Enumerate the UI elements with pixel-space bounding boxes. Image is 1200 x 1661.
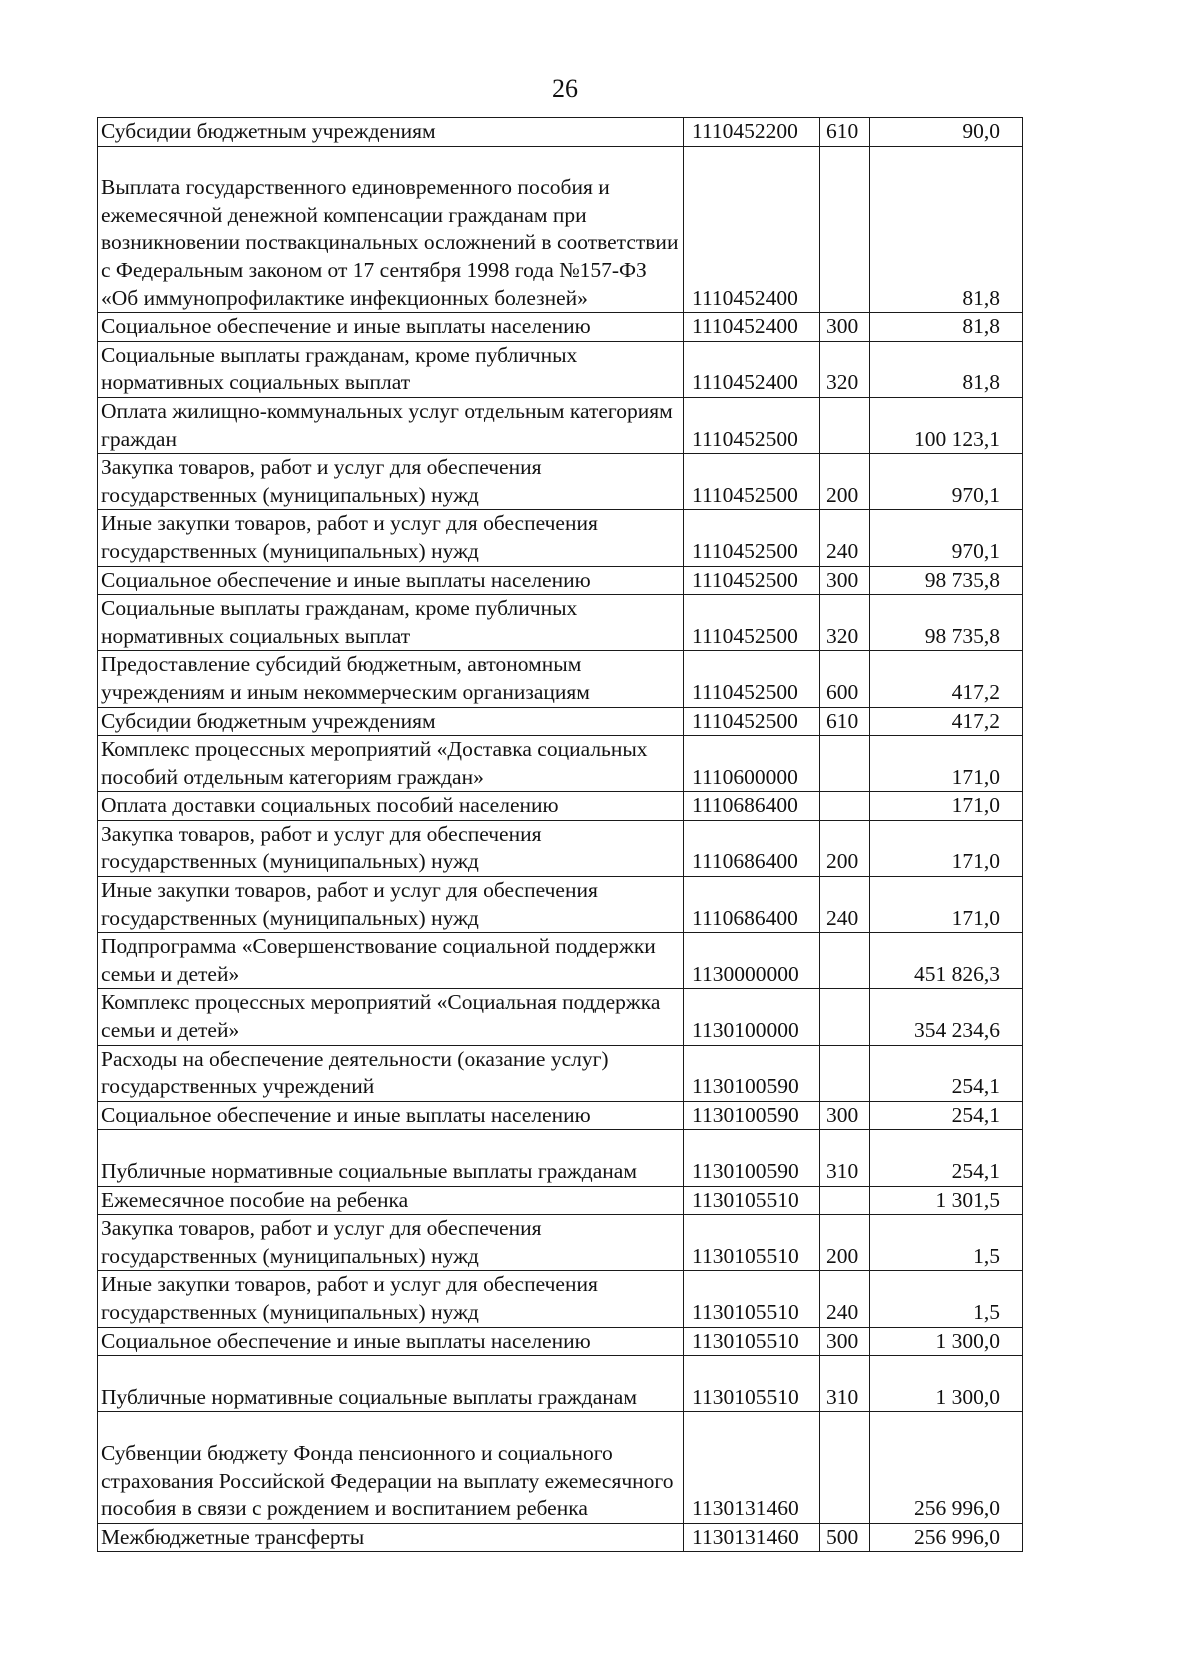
- row-amount-cell: 254,1: [870, 1045, 1023, 1101]
- row-amount-cell: 81,8: [870, 341, 1023, 397]
- row-code-cell: 1110452500: [684, 454, 820, 510]
- row-name-cell: Иные закупки товаров, работ и услуг для обеспечения государственных (муниципальных) нужд: [98, 877, 684, 933]
- row-name-cell: Субсидии бюджетным учреждениям: [98, 118, 684, 147]
- row-type-cell: 500: [820, 1523, 870, 1552]
- row-code-cell: 1110686400: [684, 877, 820, 933]
- table-row: [98, 397, 1023, 453]
- row-name-cell: Закупка товаров, работ и услуг для обеспечения государственных (муниципальных) нужд: [98, 1215, 684, 1271]
- table-row: [98, 1412, 1023, 1523]
- table-row: [98, 877, 1023, 933]
- row-code-cell: 1130105510: [684, 1327, 820, 1356]
- row-type-cell: [820, 989, 870, 1045]
- row-code-cell: 1110686400: [684, 792, 820, 821]
- row-type-cell: 240: [820, 1271, 870, 1327]
- table-row: [98, 1271, 1023, 1327]
- row-type-cell: [820, 1045, 870, 1101]
- row-name-cell: Комплекс процессных мероприятий «Доставка социальных пособий отдельным категориям граждан»: [98, 736, 684, 792]
- row-name-cell: Межбюджетные трансферты: [98, 1523, 684, 1552]
- row-type-cell: 310: [820, 1130, 870, 1186]
- row-code-cell: 1110452500: [684, 707, 820, 736]
- row-amount-cell: 1 300,0: [870, 1356, 1023, 1412]
- row-code-cell: 1110452500: [684, 651, 820, 707]
- row-amount-cell: 254,1: [870, 1101, 1023, 1130]
- row-code-cell: 1130105510: [684, 1356, 820, 1412]
- row-amount-cell: 451 826,3: [870, 933, 1023, 989]
- row-code-cell: 1130100590: [684, 1045, 820, 1101]
- row-code-cell: 1130105510: [684, 1215, 820, 1271]
- row-amount-cell: 100 123,1: [870, 397, 1023, 453]
- table-row: [98, 1327, 1023, 1356]
- row-code-cell: 1130100000: [684, 989, 820, 1045]
- row-code-cell: 1110452500: [684, 595, 820, 651]
- row-type-cell: 320: [820, 341, 870, 397]
- row-name-cell: Предоставление субсидий бюджетным, автономным учреждениям и иным некоммерческим организациям: [98, 651, 684, 707]
- row-code-cell: 1130131460: [684, 1412, 820, 1523]
- row-amount-cell: 171,0: [870, 820, 1023, 876]
- row-type-cell: 300: [820, 566, 870, 595]
- row-name-cell: Иные закупки товаров, работ и услуг для обеспечения государственных (муниципальных) нужд: [98, 510, 684, 566]
- row-code-cell: 1130105510: [684, 1186, 820, 1215]
- row-amount-cell: 81,8: [870, 146, 1023, 313]
- row-name-cell: Оплата жилищно-коммунальных услуг отдельным категориям граждан: [98, 397, 684, 453]
- table-row: [98, 595, 1023, 651]
- row-amount-cell: 171,0: [870, 736, 1023, 792]
- row-amount-cell: 171,0: [870, 792, 1023, 821]
- row-name-cell: Публичные нормативные социальные выплаты гражданам: [98, 1356, 684, 1412]
- row-amount-cell: 90,0: [870, 118, 1023, 147]
- row-name-cell: Субвенции бюджету Фонда пенсионного и социального страхования Российской Федерации на выплату ежемесячного пособия в связи с рождением и воспитанием ребенка: [98, 1412, 684, 1523]
- row-amount-cell: 970,1: [870, 510, 1023, 566]
- row-type-cell: [820, 397, 870, 453]
- table-row: [98, 1130, 1023, 1186]
- row-name-cell: Расходы на обеспечение деятельности (оказание услуг) государственных учреждений: [98, 1045, 684, 1101]
- table-row: [98, 313, 1023, 342]
- table-row: [98, 933, 1023, 989]
- row-code-cell: 1110452400: [684, 341, 820, 397]
- budget-table: [97, 117, 1023, 1552]
- row-code-cell: 1130000000: [684, 933, 820, 989]
- row-code-cell: 1130105510: [684, 1271, 820, 1327]
- row-type-cell: 240: [820, 510, 870, 566]
- row-amount-cell: 1,5: [870, 1215, 1023, 1271]
- row-type-cell: 320: [820, 595, 870, 651]
- table-row: [98, 736, 1023, 792]
- table-row: [98, 820, 1023, 876]
- row-name-cell: Публичные нормативные социальные выплаты гражданам: [98, 1130, 684, 1186]
- row-name-cell: Социальные выплаты гражданам, кроме публичных нормативных социальных выплат: [98, 595, 684, 651]
- table-row: [98, 651, 1023, 707]
- row-name-cell: Комплекс процессных мероприятий «Социальная поддержка семьи и детей»: [98, 989, 684, 1045]
- row-name-cell: Выплата государственного единовременного пособия и ежемесячной денежной компенсации гражданам при возникновении поствакцинальных осложнений в соответствии с Федеральным законом от 17 сентября 1998 года №157-ФЗ «Об иммунопрофилактике инфекционных болезней»: [98, 146, 684, 313]
- row-code-cell: 1110452400: [684, 313, 820, 342]
- row-type-cell: 200: [820, 454, 870, 510]
- row-amount-cell: 970,1: [870, 454, 1023, 510]
- row-amount-cell: 171,0: [870, 877, 1023, 933]
- row-amount-cell: 417,2: [870, 651, 1023, 707]
- row-code-cell: 1110452500: [684, 397, 820, 453]
- table-row: [98, 989, 1023, 1045]
- row-name-cell: Закупка товаров, работ и услуг для обеспечения государственных (муниципальных) нужд: [98, 820, 684, 876]
- table-row: [98, 1356, 1023, 1412]
- row-name-cell: Оплата доставки социальных пособий населению: [98, 792, 684, 821]
- row-amount-cell: 354 234,6: [870, 989, 1023, 1045]
- row-type-cell: 300: [820, 1327, 870, 1356]
- table-row: [98, 510, 1023, 566]
- row-name-cell: Подпрограмма «Совершенствование социальной поддержки семьи и детей»: [98, 933, 684, 989]
- row-type-cell: [820, 1186, 870, 1215]
- table-row: [98, 792, 1023, 821]
- row-type-cell: [820, 933, 870, 989]
- row-type-cell: 610: [820, 118, 870, 147]
- row-name-cell: Закупка товаров, работ и услуг для обеспечения государственных (муниципальных) нужд: [98, 454, 684, 510]
- row-amount-cell: 1 300,0: [870, 1327, 1023, 1356]
- row-type-cell: 610: [820, 707, 870, 736]
- row-type-cell: 200: [820, 1215, 870, 1271]
- row-type-cell: 310: [820, 1356, 870, 1412]
- row-code-cell: 1130100590: [684, 1130, 820, 1186]
- row-amount-cell: 256 996,0: [870, 1523, 1023, 1552]
- table-row: [98, 1101, 1023, 1130]
- row-code-cell: 1110686400: [684, 820, 820, 876]
- row-amount-cell: 98 735,8: [870, 566, 1023, 595]
- row-code-cell: 1110452400: [684, 146, 820, 313]
- row-type-cell: 300: [820, 313, 870, 342]
- page-number: 26: [552, 74, 578, 103]
- row-name-cell: Ежемесячное пособие на ребенка: [98, 1186, 684, 1215]
- table-row: [98, 146, 1023, 313]
- row-name-cell: Социальное обеспечение и иные выплаты населению: [98, 1327, 684, 1356]
- row-amount-cell: 81,8: [870, 313, 1023, 342]
- row-name-cell: Иные закупки товаров, работ и услуг для обеспечения государственных (муниципальных) нужд: [98, 1271, 684, 1327]
- row-amount-cell: 1 301,5: [870, 1186, 1023, 1215]
- row-name-cell: Субсидии бюджетным учреждениям: [98, 707, 684, 736]
- row-name-cell: Социальное обеспечение и иные выплаты населению: [98, 313, 684, 342]
- row-name-cell: Социальное обеспечение и иные выплаты населению: [98, 1101, 684, 1130]
- table-row: [98, 1523, 1023, 1552]
- table-row: [98, 341, 1023, 397]
- row-name-cell: Социальное обеспечение и иные выплаты населению: [98, 566, 684, 595]
- row-code-cell: 1110452200: [684, 118, 820, 147]
- row-amount-cell: 1,5: [870, 1271, 1023, 1327]
- row-type-cell: [820, 736, 870, 792]
- row-type-cell: [820, 1412, 870, 1523]
- row-code-cell: 1110452500: [684, 510, 820, 566]
- table-row: [98, 1186, 1023, 1215]
- table-row: [98, 566, 1023, 595]
- row-code-cell: 1130131460: [684, 1523, 820, 1552]
- table-row: [98, 118, 1023, 147]
- row-type-cell: 240: [820, 877, 870, 933]
- row-amount-cell: 98 735,8: [870, 595, 1023, 651]
- budget-table-body: [98, 118, 1023, 1552]
- row-code-cell: 1110600000: [684, 736, 820, 792]
- row-type-cell: 300: [820, 1101, 870, 1130]
- row-code-cell: 1130100590: [684, 1101, 820, 1130]
- table-row: [98, 707, 1023, 736]
- table-row: [98, 1215, 1023, 1271]
- row-amount-cell: 256 996,0: [870, 1412, 1023, 1523]
- table-row: [98, 1045, 1023, 1101]
- row-name-cell: Социальные выплаты гражданам, кроме публичных нормативных социальных выплат: [98, 341, 684, 397]
- row-type-cell: 600: [820, 651, 870, 707]
- row-type-cell: [820, 792, 870, 821]
- table-row: [98, 454, 1023, 510]
- row-amount-cell: 417,2: [870, 707, 1023, 736]
- row-type-cell: 200: [820, 820, 870, 876]
- row-type-cell: [820, 146, 870, 313]
- row-amount-cell: 254,1: [870, 1130, 1023, 1186]
- row-code-cell: 1110452500: [684, 566, 820, 595]
